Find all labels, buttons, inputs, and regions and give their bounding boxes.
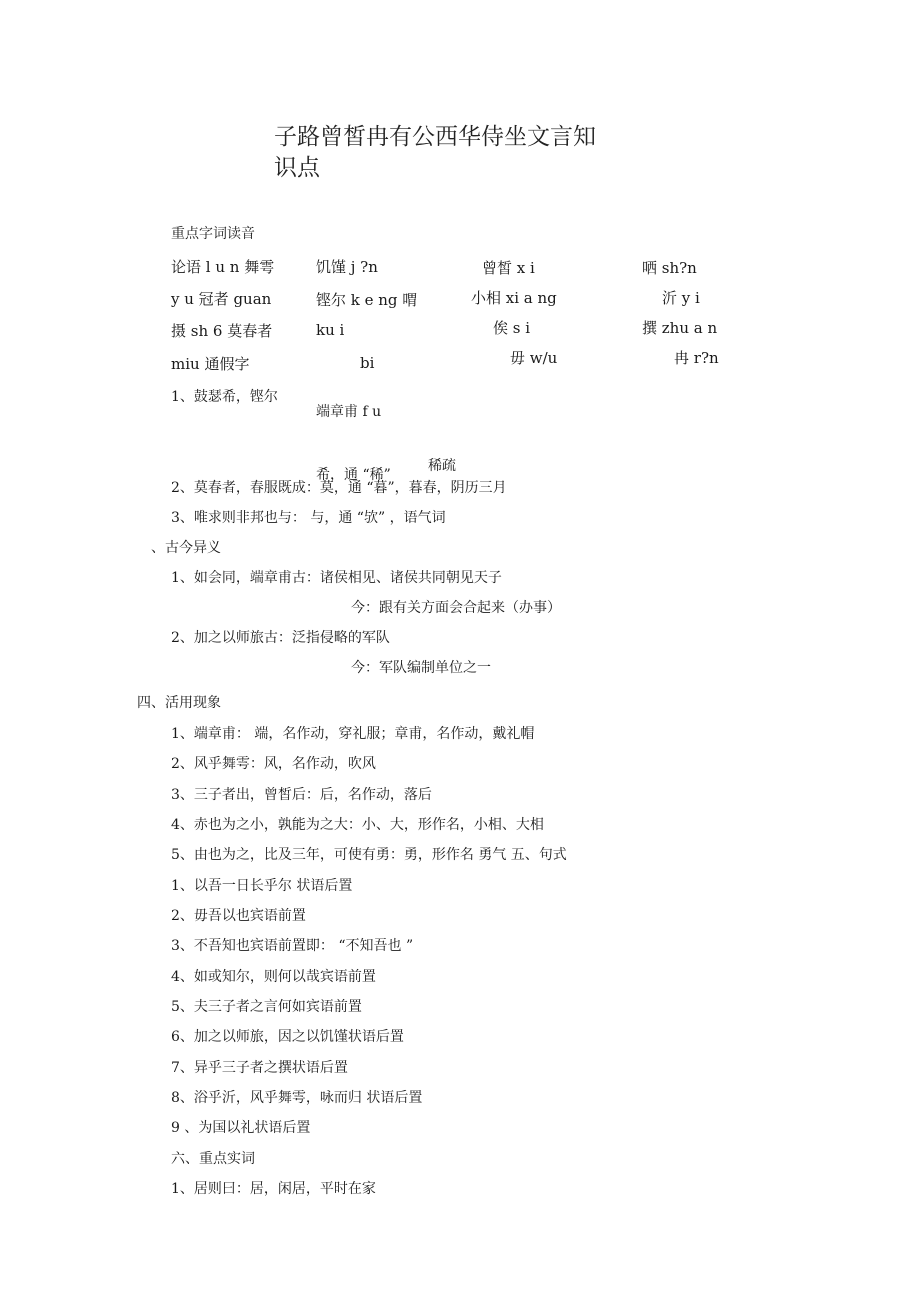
pron-r3-c3: 俟 s i [493, 319, 531, 337]
guji-item-1: 1、如会同，端章甫古：诸侯相见、诸侯共同朝见天子 [171, 570, 502, 586]
tongjia-item-3: 3、唯求则非邦也与： 与，通 “欤” ，语气词 [171, 510, 446, 526]
pron-r3-c1: 摄 sh 6 莫春者 [171, 322, 273, 340]
pron-r2-c3: 小相 xi a ng [471, 289, 557, 307]
huoyong-item-1: 1、端章甫： 端，名作动，穿礼服；章甫，名作动，戴礼帽 [171, 726, 535, 742]
jushi-item-8: 8、浴乎沂，风乎舞雩，咏而归 状语后置 [171, 1090, 423, 1106]
pron-r1-c4: 哂 sh?n [642, 259, 697, 277]
pron-r4-c4: 冉 r?n [674, 349, 719, 367]
huoyong-heading: 四、活用现象 [137, 695, 221, 711]
guji-item-2-now: 今：军队编制单位之一 [351, 660, 491, 676]
guji-heading: 、古今异义 [151, 540, 221, 556]
jushi-item-7: 7、异乎三子者之撰状语后置 [171, 1060, 348, 1076]
jushi-item-2: 2、毋吾以也宾语前置 [171, 908, 306, 924]
pron-r2-c4: 沂 y i [662, 289, 700, 307]
jushi-item-1: 1、以吾一日长乎尔 状语后置 [171, 878, 353, 894]
jushi-item-5: 5、夫三子者之言何如宾语前置 [171, 999, 362, 1015]
guji-item-2: 2、加之以师旅古：泛指侵略的军队 [171, 630, 390, 646]
pron-r1-c3: 曾皙 x i [482, 259, 535, 277]
huoyong-item-4: 4、赤也为之小，孰能为之大：小、大，形作名，小相、大相 [171, 817, 544, 833]
jushi-item-6: 6、加之以师旅，因之以饥馑状语后置 [171, 1029, 404, 1045]
pronunciation-heading: 重点字词读音 [171, 226, 255, 242]
pron-r4-c1: miu 通假字 [171, 355, 250, 373]
jushi-item-4: 4、如或知尔，则何以哉宾语前置 [171, 969, 376, 985]
pron-r2-c1: y u 冠者 guan [171, 290, 272, 308]
tongjia-float-word: 稀疏 [428, 458, 456, 474]
tongjia-item-2: 2、莫春者，春服既成：莫，通 “暮”，暮春，阴历三月 [171, 480, 507, 496]
shici-item-1: 1、居则曰：居，闲居，平时在家 [171, 1181, 376, 1197]
shici-heading: 六、重点实词 [171, 1151, 255, 1167]
jushi-item-3: 3、不吾知也宾语前置即： “不知吾也 ” [171, 938, 414, 954]
page-title-line-2: 识点 [274, 155, 320, 181]
pron-r2-c2: 铿尔 k e ng 喟 [316, 291, 418, 309]
tongjia-overlap-text: 希，通 “稀” [316, 467, 391, 483]
pron-r4-c2: bi [360, 354, 375, 372]
tongjia-item-1-note: 端章甫 f u [316, 404, 382, 420]
tongjia-item-1: 1、鼓瑟希，铿尔 [171, 389, 278, 405]
huoyong-item-3: 3、三子者出，曾皙后：后，名作动，落后 [171, 787, 432, 803]
pron-r1-c1: 论语 l u n 舞雩 [171, 258, 275, 276]
huoyong-item-2: 2、风乎舞雩：风，名作动，吹风 [171, 756, 376, 772]
jushi-item-9: 9 、为国以礼状语后置 [171, 1120, 311, 1136]
huoyong-item-5: 5、由也为之，比及三年，可使有勇：勇，形作名 勇气 五、句式 [171, 847, 567, 863]
pron-r3-c2: ku i [316, 321, 345, 339]
pron-r3-c4: 撰 zhu a n [642, 319, 718, 337]
pron-r4-c3: 毋 w/u [510, 349, 558, 367]
page-title-line-1: 子路曾皙冉有公西华侍坐文言知 [274, 124, 596, 150]
guji-item-1-now: 今：跟有关方面会合起来（办事） [351, 600, 561, 616]
pron-r1-c2: 饥馑 j ?n [316, 258, 378, 276]
